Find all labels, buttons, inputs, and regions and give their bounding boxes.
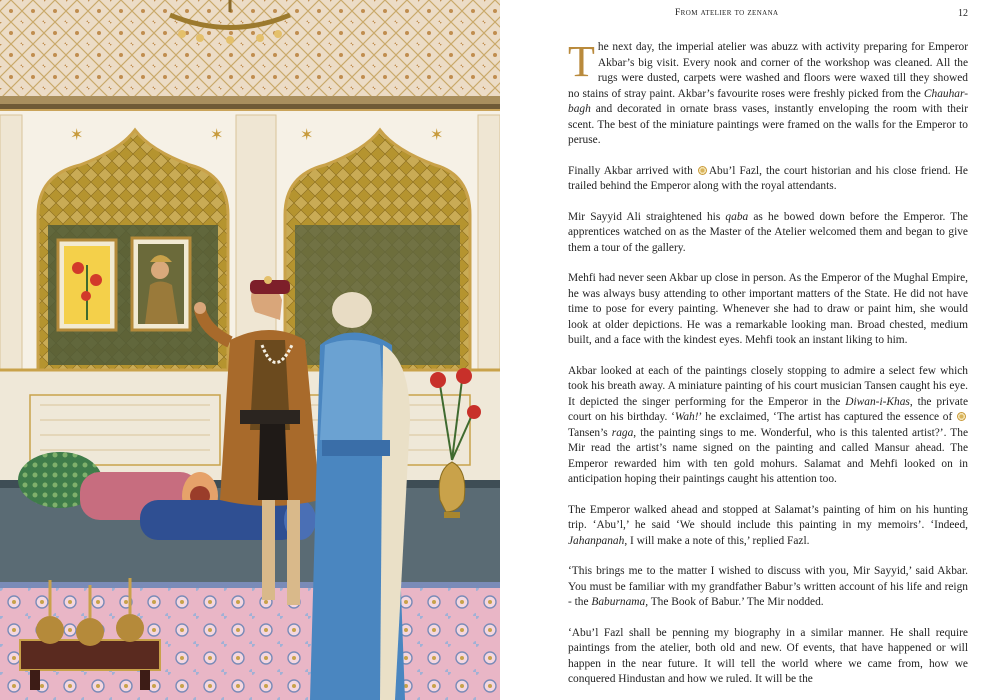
rosette-icon <box>957 412 966 421</box>
italic-term: qaba <box>725 210 749 223</box>
portrait-painting-icon <box>132 238 190 330</box>
svg-text:✶: ✶ <box>210 125 224 144</box>
text-run: The Emperor walked ahead and stopped at Salamat’s painting of him on his hunting trip. ‘Abu’l,’ he said ‘We should include this painting in my memoirs’. ‘Indeed, <box>568 503 968 531</box>
text-run: ’ he exclaimed, ‘The artist has captured the essence of <box>698 411 957 423</box>
page-number: 12 <box>958 8 968 19</box>
rosette-icon <box>698 166 707 175</box>
drop-cap: T <box>568 37 595 86</box>
paragraph <box>568 210 968 257</box>
paragraph <box>568 626 968 688</box>
text-run: Mir Sayyid Ali straightened his <box>568 210 726 223</box>
italic-term: Baburnama, <box>591 596 649 608</box>
italic-term: Wah! <box>674 411 699 423</box>
paragraph <box>568 164 968 195</box>
italic-term: Jahanpanah <box>568 534 625 547</box>
italic-term: Chauhar-bagh <box>568 87 968 115</box>
paragraph <box>568 271 968 349</box>
text-run: ‘This brings me to the matter I wished to discuss with you, Mir Sayyid,’ said Akbar. You must be familiar with my grandfather Babur’s written account of his life and reign - the <box>568 565 968 608</box>
paragraph <box>568 364 968 488</box>
text-page <box>500 0 1000 700</box>
text-run: he next day, the imperial atelier was abuzz with activity preparing for Emperor Akbar’s big visit. Every nook and corner of the workshop was cleaned. All the rugs were dusted, carpets were washed and floors were waxed till they showed no stains of stray paint. Akbar’s favourite roses were freshly picked from the <box>568 41 968 100</box>
flower-painting-icon <box>58 240 116 330</box>
text-run: Akbar looked at each of the paintings closely stopping to admire a select few which took his breath away. A miniature painting of his court musician Tansen caught his eye. It depicted the singer performing for the Emperor in the <box>568 364 968 408</box>
paragraph <box>568 37 968 149</box>
text-run: and decorated in ornate brass vases, instantly enveloping the room with their scent. The best of the miniature paintings were framed on the walls for the Emperor to peruse. <box>568 103 968 146</box>
svg-text:✶: ✶ <box>70 125 84 144</box>
text-run: Abu’l Fazl, the court historian and his close friend. He trailed behind the Emperor along with the royal attendants. <box>568 164 968 192</box>
running-head: From atelier to zenana <box>675 8 779 18</box>
paragraph <box>568 503 968 550</box>
text-run: Finally Akbar arrived with <box>568 164 697 177</box>
text-run: , I will make a note of this,’ replied Fazl. <box>624 534 810 547</box>
text-run: Tansen’s <box>568 426 612 439</box>
italic-term: Diwan-i-Khas <box>845 395 910 408</box>
text-run: as he bowed down before the Emperor. The apprentices watched on as the Master of the Atelier welcomed them and began to give them a tour of the gallery. <box>568 210 968 254</box>
text-run: , the private court on his birthday. ‘ <box>568 395 968 423</box>
text-run: , the painting sings to me. Wonderful, who is this talented artist?’. The Mir read the artist’s name signed on the painting and called Mansur ahead. The Emperor rewarded him with ten gold mohurs. Salamat and Mehfi looked on in anticipation hoping their paintings caught his attention too. <box>568 426 968 485</box>
svg-text:✶: ✶ <box>300 125 314 144</box>
text-run: The Book of Babur.’ The Mir nodded. <box>648 596 824 608</box>
italic-term: raga <box>611 426 634 439</box>
text-run: Mehfi had never seen Akbar up close in person. As the Emperor of the Mughal Empire, he was always busy attending to other important matters of the State. He did not have time to pose for every painting. Whenever she had to draw or paint him, she would look at older depictions. He was a remarkable looking man. Broad chested, medium built, and a face with the kindest eyes. Mehfi took an instant liking to him. <box>568 272 968 346</box>
body-text <box>568 37 968 700</box>
svg-text:✶: ✶ <box>430 125 444 144</box>
text-run: ‘Abu’l Fazl shall be penning my biography in a similar manner. He shall require paintings from the atelier, both old and new. Of events, that have happened or will happen in the near future. It will tell the world where we came from, how we conquered Hindustan and how we ruled. It will be the <box>568 626 968 685</box>
paragraph <box>568 564 968 611</box>
